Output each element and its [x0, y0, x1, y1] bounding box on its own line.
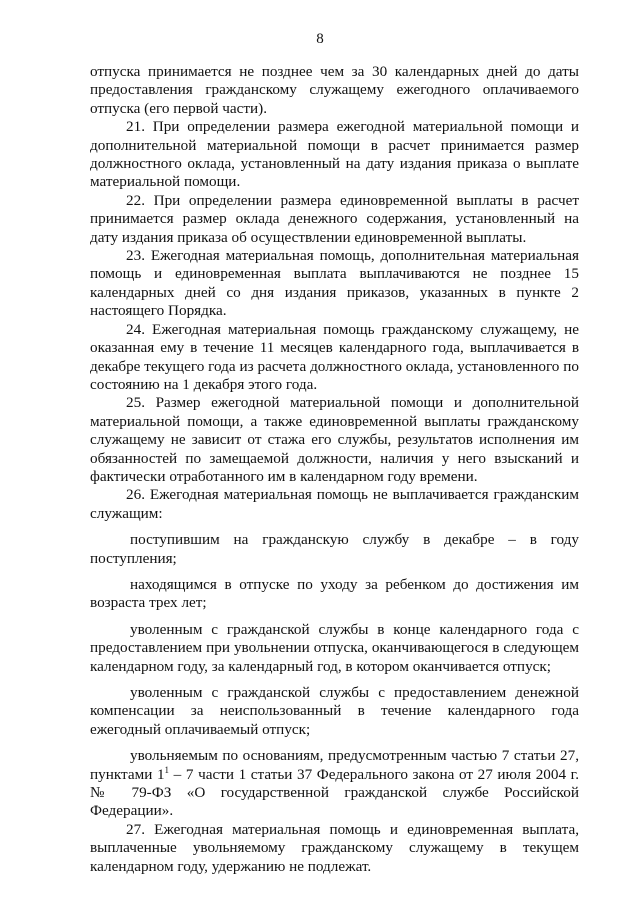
list-item-26e-part1: увольняемым по основаниям, предусмотренным частью 7 статьи 27, пунктами 1: [90, 747, 579, 783]
paragraph-21: 21. При определении размера ежегодной материальной помощи и дополнительной материальной помощи в расчет принимается размер должностного оклада, установленный на дату издания приказа о выплате материальной помощи.: [90, 118, 579, 191]
list-item-26e-part2: – 7 части 1 статьи 37 Федерального закона от 27 июля 2004 г. № 79-ФЗ «О государственной гражданской службе Российской Федерации».: [90, 765, 579, 820]
list-item-26d: уволенным с гражданской службы с предоставлением денежной компенсации за неиспользованный в течение календарного года ежегодный оплачиваемый отпуск;: [90, 684, 579, 738]
paragraph-24: 24. Ежегодная материальная помощь гражданскому служащему, не оказанная ему в течение 11 месяцев календарного года, выплачивается в декабре текущего года из расчета должностного оклада, установленного по состоянию на 1 декабря этого года.: [90, 320, 579, 393]
paragraph-27: 27. Ежегодная материальная помощь и единовременная выплата, выплаченные увольняемому гражданскому служащему в текущем календарном году, удержанию не подлежат.: [90, 820, 579, 875]
superscript: 1: [164, 764, 170, 775]
paragraph-continuation: отпуска принимается не позднее чем за 30 календарных дней до даты предоставления гражданскому служащему ежегодного оплачиваемого отпуска (его первой части).: [90, 63, 579, 117]
document-body: [90, 63, 579, 876]
list-item-26b: находящимся в отпуске по уходу за ребенком до достижения им возраста трех лет;: [90, 575, 579, 612]
list-item-26e: [90, 747, 579, 821]
paragraph-25: 25. Размер ежегодной материальной помощи и дополнительной материальной помощи, а также единовременной выплаты гражданскому служащему не зависит от стажа его службы, результатов исполнения им обязанностей по замещаемой должности, наличия у него взысканий и фактически отработанного им в календарном году времени.: [90, 394, 579, 485]
list-item-26a: поступившим на гражданскую службу в декабре – в году поступления;: [90, 531, 579, 567]
paragraph-26: 26. Ежегодная материальная помощь не выплачивается гражданским служащим:: [90, 486, 579, 522]
paragraph-22: 22. При определении размера единовременной выплаты в расчет принимается размер оклада денежного содержания, установленный на дату издания приказа об осуществлении единовременной выплаты.: [90, 191, 579, 246]
list-item-26c: уволенным с гражданской службы в конце календарного года с предоставлением при увольнении отпуска, оканчивающегося в следующем календарном году, за календарный год, в котором оканчивается отпуск;: [90, 620, 579, 675]
page-number: 8: [316, 31, 324, 47]
paragraph-23: 23. Ежегодная материальная помощь, дополнительная материальная помощь и единовременная выплата выплачиваются не позднее 15 календарных дней со дня издания приказов, указанных в пункте 2 настоящего Порядка.: [90, 247, 579, 320]
